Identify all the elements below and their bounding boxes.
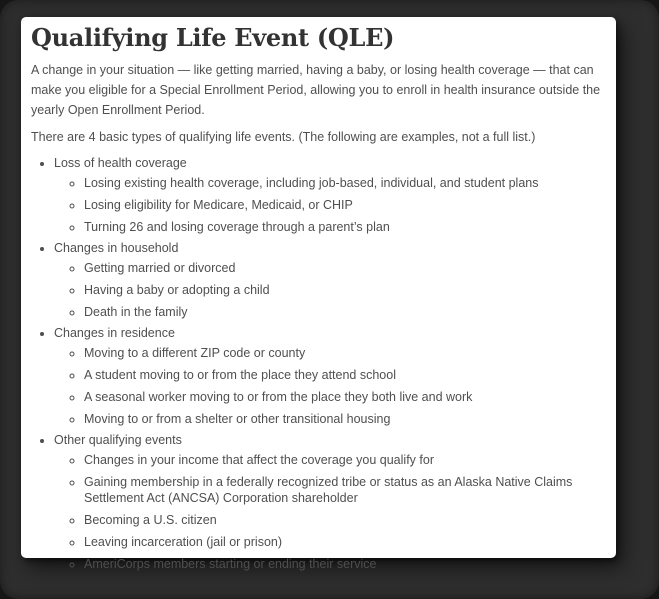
example-item: ◦ Moving to or from a shelter or other transitional housing [84,411,606,427]
example-item: ◦ Leaving incarceration (jail or prison) [84,534,606,550]
qle-category-list [31,156,606,572]
category-item [54,326,606,427]
category-item [54,156,606,235]
glossary-card [21,17,616,571]
example-list [54,345,606,427]
example-list [54,260,606,320]
example-item: ◦ Getting married or divorced [84,260,606,276]
intro-paragraph: A change in your situation — like getting married, having a baby, or losing health coverage — that can make you eligible for a Special Enrollment Period, allowing you to enroll in health insurance outside the yearly Open Enrollment Period. [31,63,601,117]
example-item: ◦ Losing eligibility for Medicare, Medicaid, or CHIP [84,197,606,213]
category-label: Loss of health coverage [54,156,187,170]
example-item: ◦ A student moving to or from the place they attend school [84,367,606,383]
example-item: ◦ AmeriCorps members starting or ending their service [84,556,606,572]
example-list [54,175,606,235]
example-item: ◦ Having a baby or adopting a child [84,282,606,298]
category-label: Changes in residence [54,326,175,340]
category-label: Other qualifying events [54,433,182,447]
example-item: ◦ Moving to a different ZIP code or county [84,345,606,361]
category-item [54,433,606,572]
category-label: Changes in household [54,241,179,255]
example-item: ◦ Death in the family [84,304,606,320]
page-title: Qualifying Life Event (QLE) [31,23,395,52]
example-list [54,452,606,572]
category-item [54,241,606,320]
example-item: ◦ Becoming a U.S. citizen [84,512,606,528]
example-item: ◦ Losing existing health coverage, including job-based, individual, and student plans [84,175,606,191]
example-item: ◦ Changes in your income that affect the coverage you qualify for [84,452,606,468]
example-item: ◦ A seasonal worker moving to or from the place they both live and work [84,389,606,405]
example-item: ◦ Gaining membership in a federally recognized tribe or status as an Alaska Native Claims Settlement Act (ANCSA) Corporation shareholder [84,474,606,506]
list-intro-paragraph: There are 4 basic types of qualifying life events. (The following are examples, not a full list.) [31,130,536,144]
example-item: ◦ Turning 26 and losing coverage through a parent’s plan [84,219,606,235]
